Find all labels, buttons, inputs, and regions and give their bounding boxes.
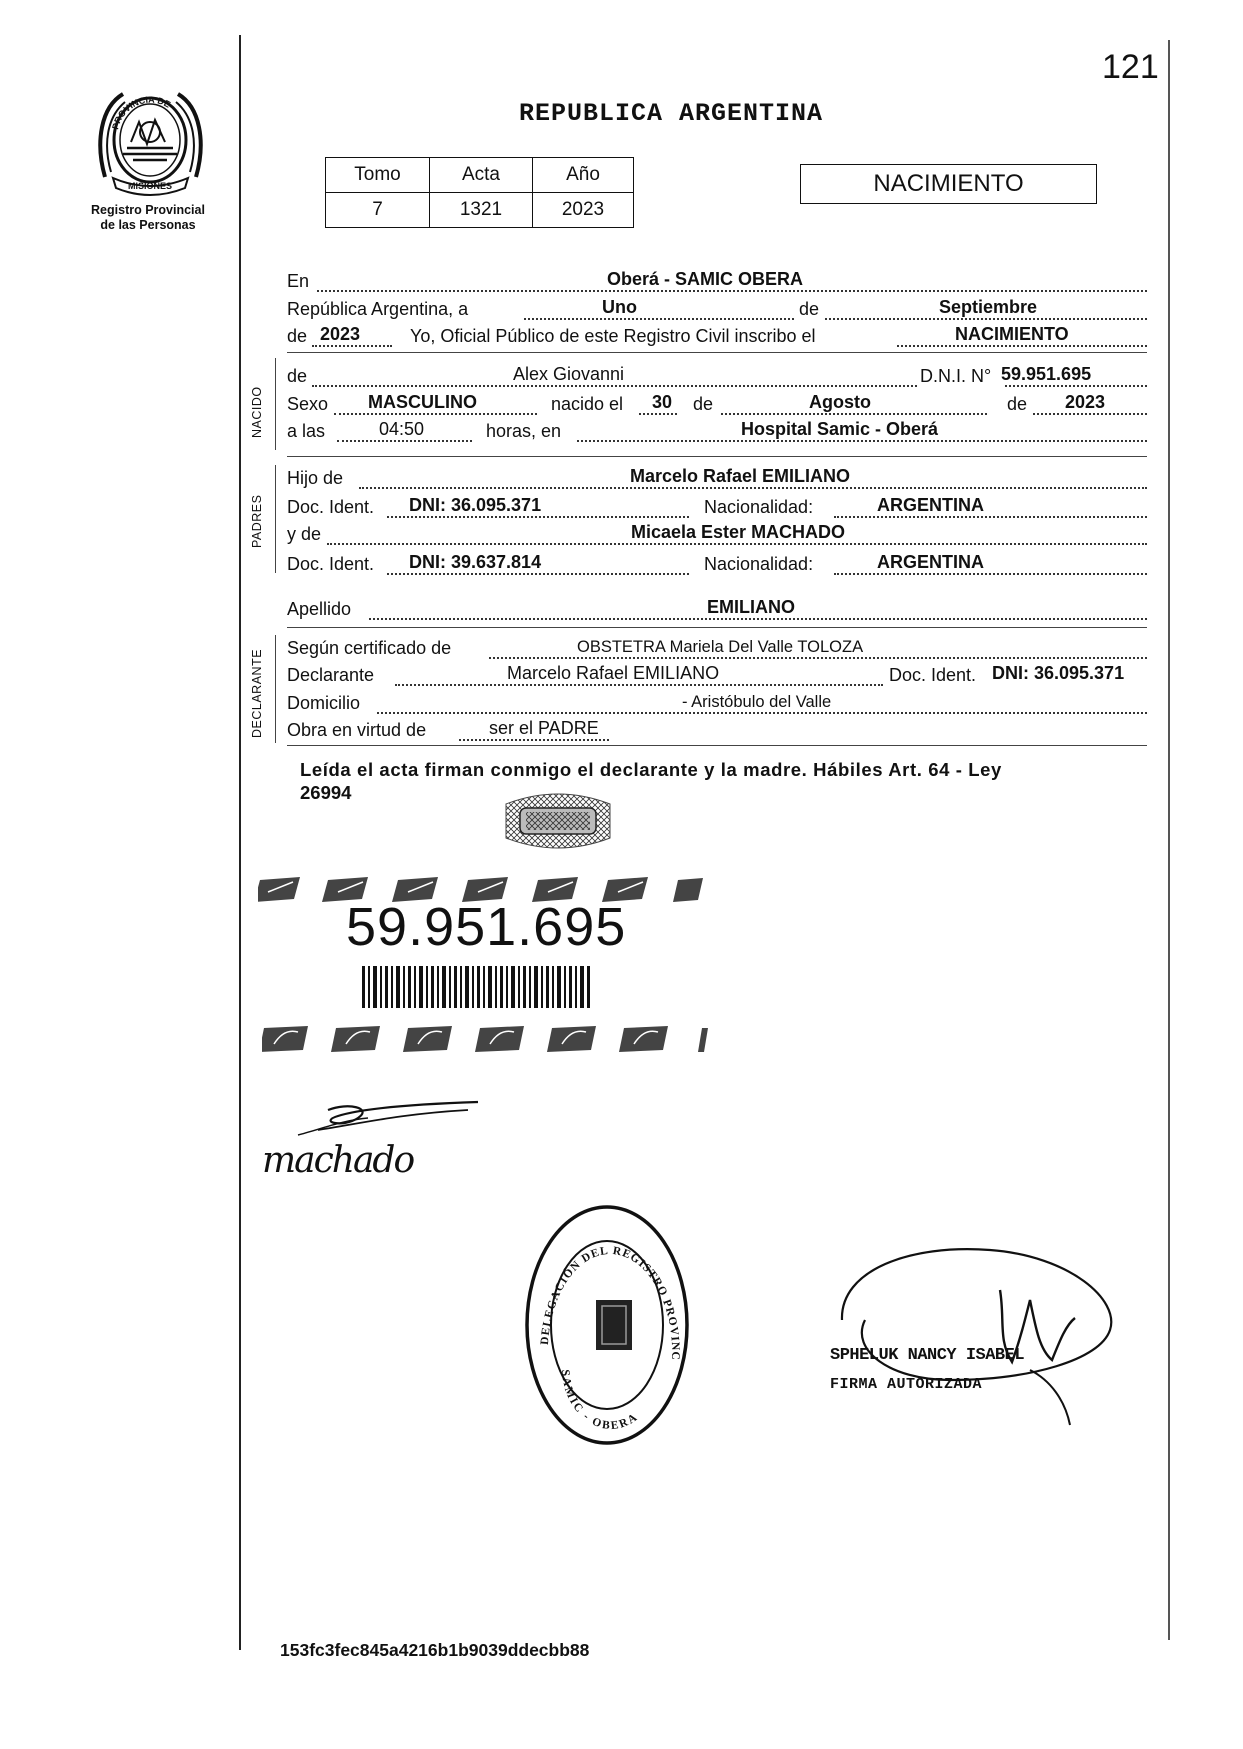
declarante-dots (395, 684, 883, 686)
row-apellido (287, 596, 1147, 622)
de-label-4: de (693, 394, 714, 414)
dni-label: D.N.I. N° (920, 366, 992, 386)
a-las-label: a las (287, 421, 326, 441)
leida-text (300, 758, 1160, 804)
acta-value-anio: 2023 (533, 193, 634, 228)
padre-dots (359, 487, 1147, 489)
sexo-value: MASCULINO (368, 392, 477, 412)
lugar-value: Hospital Samic - Oberá (741, 419, 939, 439)
logo-label-line2: de las Personas (100, 218, 196, 232)
en-label: En (287, 271, 310, 291)
official-caption: FIRMA AUTORIZADA (830, 1376, 983, 1393)
padre-doc-label: Doc. Ident. (287, 497, 375, 517)
declarante-doc-label: Doc. Ident. (889, 665, 977, 685)
apellido-value: EMILIANO (707, 597, 795, 617)
apellido-label: Apellido (287, 599, 352, 619)
nac-mes-value: Agosto (809, 392, 871, 412)
republica-label: República Argentina, a (287, 299, 469, 319)
logo-ribbon-text: MISIONES (127, 181, 173, 191)
svg-text:SAMIC - OBERA (559, 1369, 641, 1432)
inscribo-dots-2 (897, 345, 1147, 347)
nacido-label: NACIDO (250, 386, 264, 438)
padre-nac-value: ARGENTINA (877, 495, 984, 515)
logo-label-line1: Registro Provincial (91, 203, 205, 217)
nac-dia-dots (639, 413, 677, 415)
row-nombre (287, 363, 1147, 389)
nombre-dots (312, 385, 917, 387)
seal-bottom-text: SAMIC - OBERA (558, 1369, 641, 1433)
official-seal (522, 1200, 692, 1450)
separator-4 (287, 745, 1147, 746)
domicilio-value: - Aristóbulo del Valle (682, 693, 832, 711)
obra-value: ser el PADRE (489, 718, 599, 738)
dni-strip-number: 59.951.695 (346, 897, 627, 957)
security-hologram (502, 790, 614, 852)
leida-line1: Leída el acta firman conmigo el declarante y la madre. Hábiles Art. 64 - Ley (300, 759, 1002, 780)
acta-header-tomo: Tomo (326, 158, 430, 193)
obra-dots (459, 739, 609, 741)
dia-value: Uno (602, 297, 637, 317)
hora-dots (337, 440, 472, 442)
declarante-bracket (275, 635, 276, 743)
row-en (287, 268, 1147, 294)
madre-nac-label: Nacionalidad: (704, 554, 814, 574)
row-padre (287, 465, 1147, 491)
declarante-section-label: DECLARANTE (250, 648, 264, 738)
madre-dots (327, 543, 1147, 545)
de-label-2: de (287, 326, 308, 346)
nac-mes-dots (721, 413, 987, 415)
en-dots (317, 290, 1147, 292)
separator-3 (287, 627, 1147, 628)
domicilio-label: Domicilio (287, 693, 361, 713)
inscribo-value: NACIMIENTO (955, 324, 1069, 344)
row-madre-doc (287, 551, 1147, 577)
sexo-label: Sexo (287, 394, 329, 414)
declarante-doc-value: DNI: 36.095.371 (992, 663, 1125, 683)
mes-value: Septiembre (939, 297, 1038, 317)
declarante-label: Declarante (287, 665, 375, 685)
madre-doc-label: Doc. Ident. (287, 554, 375, 574)
row-hora (287, 418, 1147, 444)
domicilio-dots (377, 712, 1147, 714)
acta-table (325, 157, 634, 228)
madre-value: Micaela Ester MACHADO (631, 522, 846, 542)
padres-label: PADRES (250, 494, 264, 548)
madre-nac-value: ARGENTINA (877, 552, 984, 572)
obra-label: Obra en virtud de (287, 720, 427, 740)
nac-anio-dots (1033, 413, 1147, 415)
apellido-dots (369, 618, 1147, 620)
dni-value: 59.951.695 (1001, 364, 1092, 384)
right-margin-line (1168, 40, 1170, 1640)
row-sexo (287, 391, 1147, 417)
de-label: de (799, 299, 820, 319)
de-label-3: de (287, 366, 308, 386)
row-madre (287, 521, 1147, 547)
official-signature (830, 1230, 1130, 1430)
nacido-el-label: nacido el (551, 394, 624, 414)
padre-doc-value: DNI: 36.095.371 (409, 495, 542, 515)
padre-value: Marcelo Rafael EMILIANO (630, 466, 851, 486)
separator-2 (287, 456, 1147, 457)
row-inscribo (287, 323, 1147, 349)
certificado-dots (489, 657, 1147, 659)
separator-1 (287, 352, 1147, 353)
row-republica (287, 296, 1147, 322)
logo-label (78, 203, 218, 233)
declarante-signature-name: machado (262, 1140, 414, 1181)
y-de-label: y de (287, 524, 322, 544)
sexo-dots (334, 413, 537, 415)
padres-bracket (275, 465, 276, 573)
nac-dia-value: 30 (652, 392, 673, 412)
logo-arc-text: PROVINCIA DE (110, 94, 173, 131)
row-domicilio (287, 690, 1147, 716)
en-value: Oberá - SAMIC OBERA (607, 269, 804, 289)
row-obra (287, 717, 1147, 743)
certificado-label: Según certificado de (287, 638, 452, 658)
de-label-5: de (1007, 394, 1028, 414)
nac-anio-value: 2023 (1065, 392, 1106, 412)
padre-nac-dots (834, 516, 1147, 518)
acta-header-anio: Año (533, 158, 634, 193)
acta-value-acta: 1321 (430, 193, 533, 228)
acta-header-acta: Acta (430, 158, 533, 193)
hijo-de-label: Hijo de (287, 468, 344, 488)
acta-value-tomo: 7 (326, 193, 430, 228)
document-title: REPUBLICA ARGENTINA (519, 99, 824, 128)
padre-nac-label: Nacionalidad: (704, 497, 814, 517)
horas-en-label: horas, en (486, 421, 562, 441)
padre-doc-dots (387, 516, 689, 518)
leida-line2: 26994 (300, 782, 352, 803)
lugar-dots (577, 440, 1147, 442)
madre-nac-dots (834, 573, 1147, 575)
madre-doc-value: DNI: 39.637.814 (409, 552, 542, 572)
act-type-box: NACIMIENTO (800, 164, 1097, 204)
madre-doc-dots (387, 573, 689, 575)
page-number: 121 (1102, 48, 1159, 86)
hora-value: 04:50 (379, 419, 425, 439)
provincial-logo (93, 82, 208, 197)
document-hash: 153fc3fec845a4216b1b9039ddecbb88 (280, 1640, 590, 1660)
anio-value: 2023 (320, 324, 361, 344)
declarante-value: Marcelo Rafael EMILIANO (507, 663, 720, 683)
republica-dots-2 (825, 318, 1147, 320)
inscribo-text: Yo, Oficial Público de este Registro Civil inscribo el (410, 326, 816, 346)
nombre-value: Alex Giovanni (513, 364, 625, 384)
inscribo-dots-1 (312, 345, 392, 347)
dni-barcode (362, 966, 592, 1008)
left-margin-line (239, 35, 241, 1650)
row-declarante (287, 662, 1147, 688)
republica-dots-1 (524, 318, 794, 320)
dni-strip-bottom-pattern (262, 1022, 712, 1054)
seal-ring-text: DELEGACIÓN DEL REGISTRO PROVINC (538, 1244, 682, 1361)
row-certificado (287, 635, 1147, 661)
certificado-value: OBSTETRA Mariela Del Valle TOLOZA (577, 638, 864, 656)
row-padre-doc (287, 494, 1147, 520)
dni-dots (1005, 385, 1147, 387)
official-name: SPHELUK NANCY ISABEL (830, 1346, 1025, 1365)
nacido-bracket (275, 358, 276, 450)
